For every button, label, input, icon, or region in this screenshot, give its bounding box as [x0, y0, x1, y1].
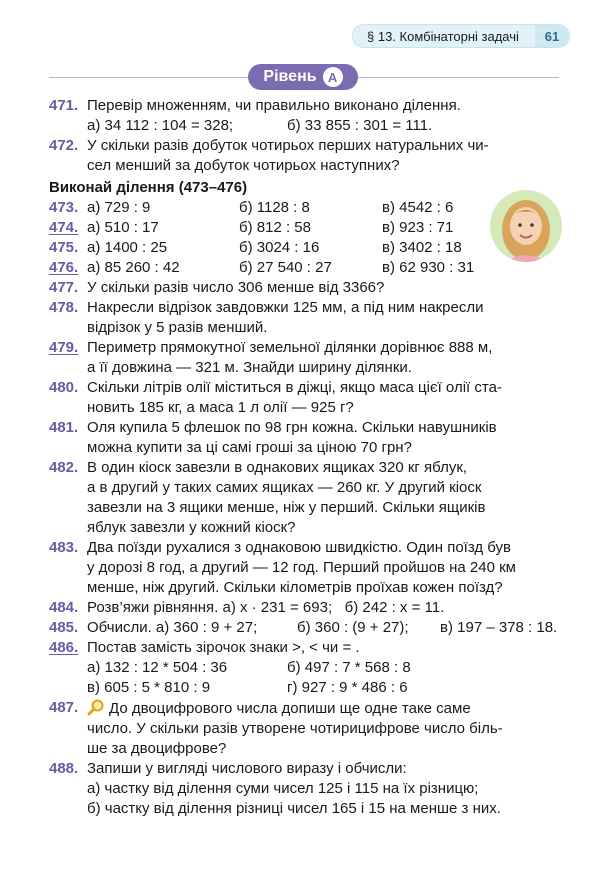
- task-477: [49, 278, 561, 298]
- task-text-cont: у дорозі 8 год, а другий — 12 год. Перший пройшов на 240 км: [87, 559, 516, 576]
- task-473: [49, 198, 561, 218]
- task-number: 473.: [49, 199, 79, 216]
- task-475: [49, 238, 561, 258]
- task-text: До двоцифрового числа допиши ще одне таке саме: [109, 700, 471, 717]
- task-484: [49, 598, 561, 618]
- task-number: 484.: [49, 599, 79, 616]
- task-number: 476.: [49, 259, 79, 276]
- task-part-c: в) 923 : 71: [382, 219, 454, 236]
- task-text: Запиши у вигляді числового виразу і обчисли:: [87, 760, 407, 777]
- task-text: Накресли відрізок завдовжки 125 мм, а під ним накресли: [87, 299, 484, 316]
- section-header: [352, 24, 570, 48]
- task-number: 482.: [49, 459, 79, 476]
- task-text: Перевір множенням, чи правильно виконано ділення.: [87, 97, 461, 114]
- task-text-cont: новить 185 кг, а маса 1 л олії — 925 г?: [87, 399, 354, 416]
- task-text: Оля купила 5 флешок по 98 грн кожна. Скільки навушників: [87, 419, 497, 436]
- task-text: В один кіоск завезли в однакових ящиках 320 кг яблук,: [87, 459, 468, 476]
- task-number: 475.: [49, 239, 79, 256]
- task-text-cont: яблук завезли у кожний кіоск?: [87, 519, 296, 536]
- task-486-parts-1: [49, 658, 561, 678]
- task-number: 471.: [49, 97, 79, 114]
- task-number: 478.: [49, 299, 79, 316]
- level-label: Рівень: [263, 68, 317, 85]
- task-text-cont: а в другий у таких самих ящиках — 260 кг. У другий кіоск: [87, 479, 482, 496]
- task-487: [49, 698, 561, 719]
- task-number: 486.: [49, 639, 79, 656]
- task-number: 477.: [49, 279, 79, 296]
- task-part-b: б) 497 : 7 * 568 : 8: [287, 659, 411, 676]
- task-text-cont: число. У скільки разів утворене чотирицифрове число біль-: [87, 720, 503, 737]
- task-486: [49, 638, 561, 658]
- task-part-a: Обчисли. а) 360 : 9 + 27;: [87, 619, 258, 636]
- task-485: [49, 618, 561, 638]
- task-text: У скільки разів добуток чотирьох перших натуральних чи-: [87, 137, 489, 154]
- task-text-cont: менше, ніж другий. Скільки кілометрів проїхав кожен поїзд?: [87, 579, 503, 596]
- task-part-a: а) частку від ділення суми чисел 125 і 115 на їх різницю;: [87, 780, 479, 797]
- task-part-c: в) 3402 : 18: [382, 239, 462, 256]
- magnifier-icon: [87, 698, 105, 716]
- task-part-b: б) 1128 : 8: [239, 199, 310, 216]
- task-number: 483.: [49, 539, 79, 556]
- level-letter: A: [323, 67, 343, 87]
- task-part-c: в) 62 930 : 31: [382, 259, 475, 276]
- task-part-d: г) 927 : 9 * 486 : 6: [287, 679, 408, 696]
- exercise-list: [49, 96, 561, 819]
- page-number: 61: [535, 25, 569, 47]
- task-text-cont: ше за двоцифрове?: [87, 740, 227, 757]
- task-part-b: б) 360 : (9 + 27);: [297, 619, 409, 636]
- task-486-parts-2: [49, 678, 561, 698]
- task-part-b: б) 27 540 : 27: [239, 259, 332, 276]
- section-heading: Виконай ділення (473–476): [49, 179, 248, 196]
- task-number: 481.: [49, 419, 79, 436]
- task-number: 480.: [49, 379, 79, 396]
- task-488: [49, 759, 561, 779]
- task-part-a: а) 85 260 : 42: [87, 259, 180, 276]
- task-part-b: б) 3024 : 16: [239, 239, 320, 256]
- task-part-c: в) 4542 : 6: [382, 199, 454, 216]
- task-number: 488.: [49, 760, 79, 777]
- task-part-a: а) 510 : 17: [87, 219, 159, 236]
- task-part-c: в) 197 – 378 : 18.: [440, 619, 558, 636]
- task-number: 485.: [49, 619, 79, 636]
- task-number: 487.: [49, 699, 79, 716]
- task-471-parts: [49, 116, 561, 136]
- task-part-a: а) 729 : 9: [87, 199, 151, 216]
- task-text-cont: а її довжина — 321 м. Знайди ширину ділянки.: [87, 359, 412, 376]
- task-part-a: а) 34 112 : 104 = 328;: [87, 117, 234, 134]
- task-text: Розв’яжи рівняння. а) x · 231 = 693; б) 242 : x = 11.: [87, 599, 445, 616]
- task-part-c: в) 605 : 5 * 810 : 9: [87, 679, 211, 696]
- level-badge: [248, 64, 358, 90]
- task-text-cont: можна купити за ці самі гроші за ціною 70 грн?: [87, 439, 412, 456]
- task-part-a: а) 132 : 12 * 504 : 36: [87, 659, 228, 676]
- section-title: § 13. Комбінаторні задачі: [367, 28, 519, 44]
- task-481: [49, 418, 561, 438]
- task-text: У скільки разів число 306 менше від 3366?: [87, 279, 385, 296]
- task-text-cont: сел менший за добуток чотирьох наступних?: [87, 157, 400, 174]
- task-478: [49, 298, 561, 318]
- task-text: Периметр прямокутної земельної ділянки дорівнює 888 м,: [87, 339, 493, 356]
- task-480: [49, 378, 561, 398]
- task-text: Скільки літрів олії міститься в діжці, якщо маса цієї олії ста-: [87, 379, 502, 396]
- task-text-cont: завезли на 3 ящики менше, ніж у перший. Скільки ящиків: [87, 499, 486, 516]
- task-part-b: б) частку від ділення різниці чисел 165 і 15 на менше з них.: [87, 800, 501, 817]
- task-part-b: б) 33 855 : 301 = 111.: [287, 117, 433, 134]
- task-number: 472.: [49, 137, 79, 154]
- task-482: [49, 458, 561, 478]
- task-part-b: б) 812 : 58: [239, 219, 311, 236]
- task-476: [49, 258, 561, 278]
- task-472: [49, 136, 561, 156]
- task-text-cont: відрізок у 5 разів менший.: [87, 319, 268, 336]
- task-479: [49, 338, 561, 358]
- task-part-a: а) 1400 : 25: [87, 239, 168, 256]
- task-474: [49, 218, 561, 238]
- task-text: Два поїзди рухалися з однаковою швидкістю. Один поїзд був: [87, 539, 512, 556]
- task-471: [49, 96, 561, 116]
- task-number: 479.: [49, 339, 79, 356]
- task-483: [49, 538, 561, 558]
- task-text: Постав замість зірочок знаки >, < чи = .: [87, 639, 360, 656]
- task-number: 474.: [49, 219, 79, 236]
